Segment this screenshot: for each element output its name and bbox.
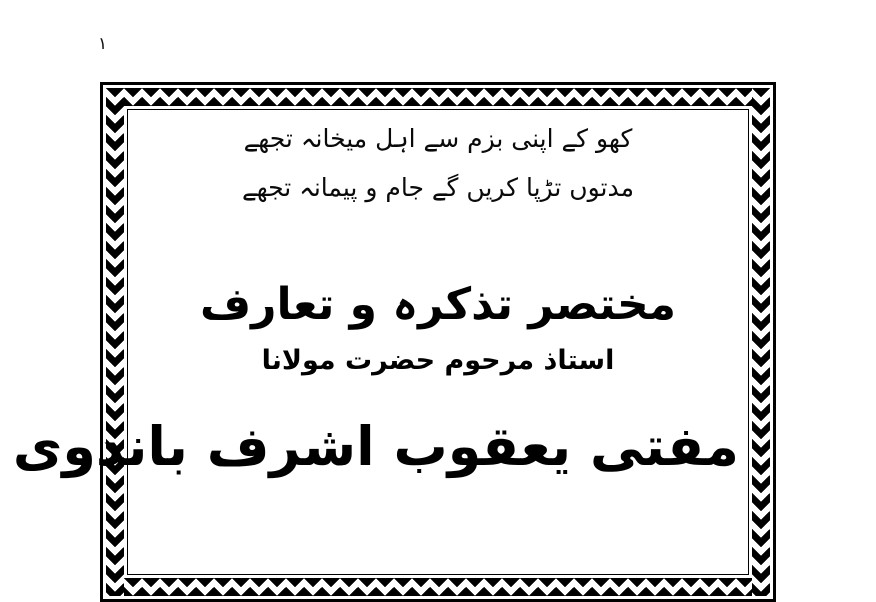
spacer-2 xyxy=(137,379,739,417)
page-title: مختصر تذکرہ و تعارف xyxy=(200,278,676,330)
border-diamond-band-left xyxy=(106,88,124,596)
page-number-marker: ١ xyxy=(98,34,108,54)
urdu-couplet xyxy=(137,115,739,213)
couplet-line-1: کھو کے اپنی بزم سے اہل میخانہ تجھے xyxy=(243,124,633,153)
couplet-line-2: مدتوں تڑپا کریں گے جام و پیمانہ تجھے xyxy=(241,172,634,202)
page-subtitle: استاذ مرحوم حضرت مولانا xyxy=(261,344,615,376)
page-content xyxy=(12,115,739,599)
border-diamond-band-top xyxy=(106,88,770,106)
decorative-border-frame xyxy=(12,82,776,602)
honoree-name: مفتی یعقوب اشرف باندوی xyxy=(12,415,739,479)
border-diamond-band-right xyxy=(752,88,770,596)
spacer xyxy=(137,213,739,277)
